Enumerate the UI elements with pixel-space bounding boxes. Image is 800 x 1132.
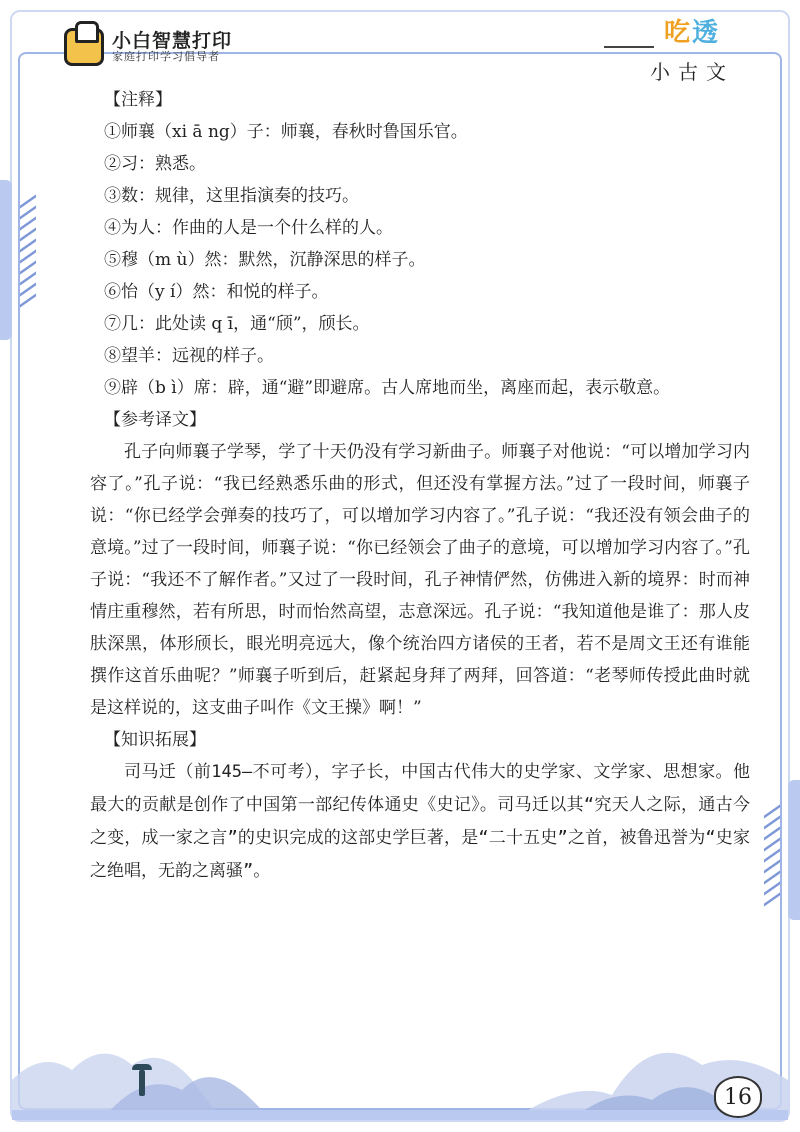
mountain-landscape-illustration (12, 1010, 788, 1120)
note-item: ⑦几：此处读 q ī，通“颀”，颀长。 (104, 314, 370, 334)
note-item: ②习：熟悉。 (104, 154, 206, 174)
brand-name: 小白智慧打印 (112, 29, 233, 52)
page-content (90, 84, 750, 888)
series-char-1: 吃 (663, 18, 692, 48)
brand-slogan: 家庭打印学习倡导者 (112, 50, 220, 64)
printer-logo-icon (64, 28, 104, 66)
translation-paragraph: 孔子向师襄子学琴，学了十天仍没有学习新曲子。师襄子对他说：“可以增加学习内容了。”孔子说：“我已经熟悉乐曲的形式，但还没有掌握方法。”过了一段时间，师襄子说：“你已经学会弹奏的技巧了，可以增加学习内容了。”孔子说：“我还没有领会曲子的意境。”过了一段时间，师襄子说：“你已经领会了曲子的意境，可以增加学习内容了。”孔子说：“我还不了解作者。”又过了一段时间，孔子神情俨然，仿佛进入新的境界：时而神情庄重穆然，若有所思，时而怡然高望，志意深远。孔子说：“我知道他是谁了：那人皮肤深黑，体形颀长，眼光明亮远大，像个统治四方诸侯的王者，若不是周文王还有谁能撰作这首乐曲呢？”师襄子听到后，赶紧起身拜了两拜，回答道：“老琴师传授此曲时就是这样说的，这支曲子叫作《文王操》啊！” (90, 442, 750, 718)
series-title-bottom: 小古文 (650, 60, 734, 84)
series-char-2: 透 (691, 18, 720, 48)
notes-heading: 【注释】 (104, 90, 172, 110)
left-stripes-decor (20, 200, 36, 302)
translation-heading: 【参考译文】 (104, 410, 206, 430)
note-item: ①师襄（xi ā ng）子：师襄，春秋时鲁国乐官。 (104, 122, 468, 142)
page-number: 16 (714, 1076, 762, 1118)
note-item: ⑨辟（b ì）席：辟，通“避”即避席。古人席地而坐，离座而起，表示敬意。 (104, 378, 671, 398)
series-decor-line (604, 46, 654, 48)
right-decor-band (788, 780, 800, 920)
note-item: ④为人：作曲的人是一个什么样的人。 (104, 218, 393, 238)
left-decor-band (0, 180, 12, 340)
series-title-top (664, 12, 720, 49)
series-title (612, 12, 742, 82)
note-item: ⑧望羊：远视的样子。 (104, 346, 274, 366)
knowledge-paragraph: 司马迁（前145—不可考），字子长，中国古代伟大的史学家、文学家、思想家。他最大的贡献是创作了中国第一部纪传体通史《史记》。司马迁以其“究天人之际，通古今之变，成一家之言”的史识完成的这部史学巨著，是“二十五史”之首，被鲁迅誉为“史家之绝唱，无韵之离骚”。 (90, 762, 750, 881)
note-item: ③数：规律，这里指演奏的技巧。 (104, 186, 359, 206)
right-stripes-decor (764, 810, 780, 901)
note-item: ⑥怡（y í）然：和悦的样子。 (104, 282, 329, 302)
note-item: ⑤穆（m ù）然：默然，沉静深思的样子。 (104, 250, 426, 270)
notes-list (90, 116, 750, 404)
brand-header (64, 28, 232, 66)
knowledge-heading: 【知识拓展】 (104, 730, 206, 750)
traveler-figure-icon (132, 1064, 152, 1098)
